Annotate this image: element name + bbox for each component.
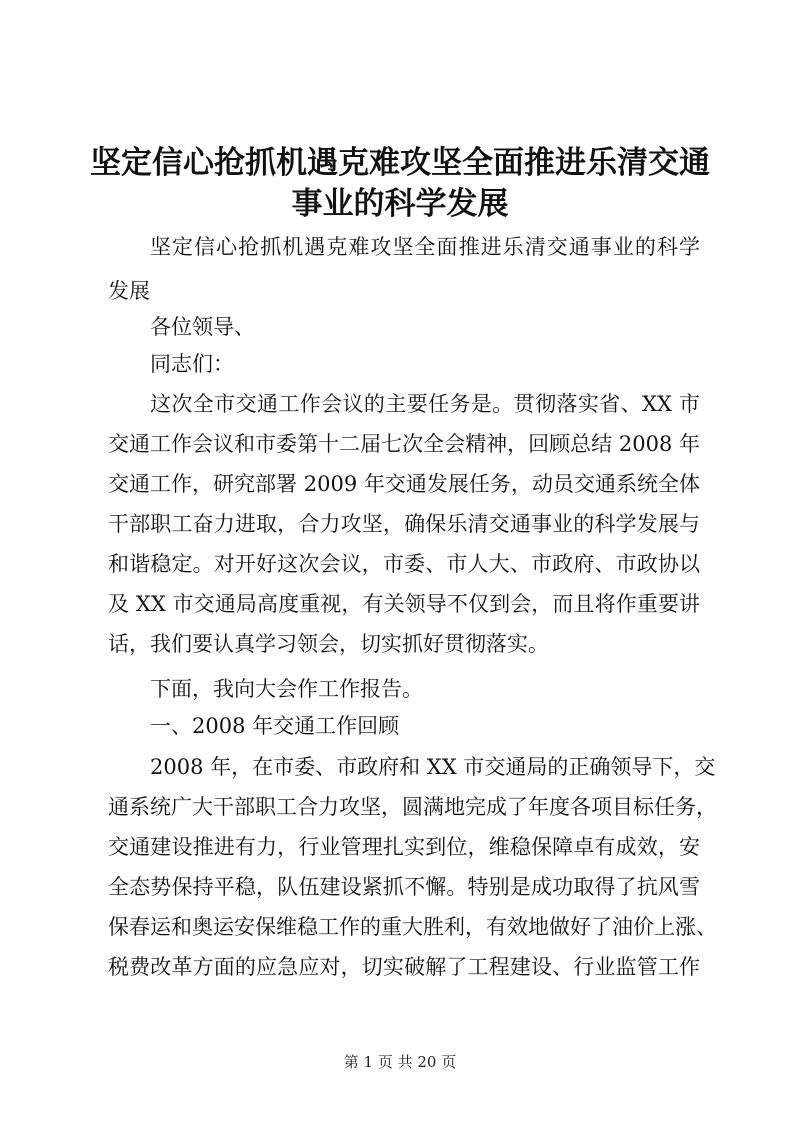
- body-line: 同志们：: [150, 352, 234, 376]
- body-line: 及 XX 市交通局高度重视，有关领导不仅到会，而且将作重要讲: [108, 592, 700, 616]
- body-line: 发展: [108, 279, 150, 303]
- page-footer: 第 1 页 共 20 页: [343, 1053, 457, 1071]
- body-line: 这次全市交通工作会议的主要任务是。贯彻落实省、XX 市: [150, 392, 700, 416]
- body-line: 保春运和奥运安保维稳工作的重大胜利，有效地做好了油价上涨、: [108, 915, 717, 939]
- body-line: 交通建设推进有力，行业管理扎实到位，维稳保障卓有成效，安: [108, 835, 700, 859]
- body-line: 下面，我向大会作工作报告。: [150, 677, 423, 701]
- body-line: 通系统广大干部职工合力攻坚，圆满地完成了年度各项目标任务，: [108, 795, 717, 819]
- body-line: 和谐稳定。对开好这次会议，市委、市人大、市政府、市政协以: [108, 552, 700, 576]
- body-line: 全态势保持平稳，队伍建设紧抓不懈。特别是成功取得了抗风雪: [108, 875, 700, 899]
- body-line: 坚定信心抢抓机遇克难攻坚全面推进乐清交通事业的科学: [150, 235, 700, 259]
- body-line: 各位领导、: [150, 315, 255, 339]
- body-line: 干部职工奋力进取，合力攻坚，确保乐清交通事业的科学发展与: [108, 512, 700, 536]
- body-line: 交通工作，研究部署 2009 年交通发展任务，动员交通系统全体: [108, 472, 700, 496]
- document-title-line-1: 坚定信心抢抓机遇克难攻坚全面推进乐清交通: [90, 145, 710, 181]
- body-line: 话，我们要认真学习领会，切实抓好贯彻落实。: [108, 632, 549, 656]
- body-line: 交通工作会议和市委第十二届七次全会精神，回顾总结 2008 年: [108, 432, 700, 456]
- body-line: 一、2008 年交通工作回顾: [150, 714, 400, 738]
- document-title-line-2: 事业的科学发展: [291, 186, 509, 222]
- body-line: 2008 年，在市委、市政府和 XX 市交通局的正确领导下，交: [150, 755, 716, 779]
- body-line: 税费改革方面的应急应对，切实破解了工程建设、行业监管工作: [108, 955, 700, 979]
